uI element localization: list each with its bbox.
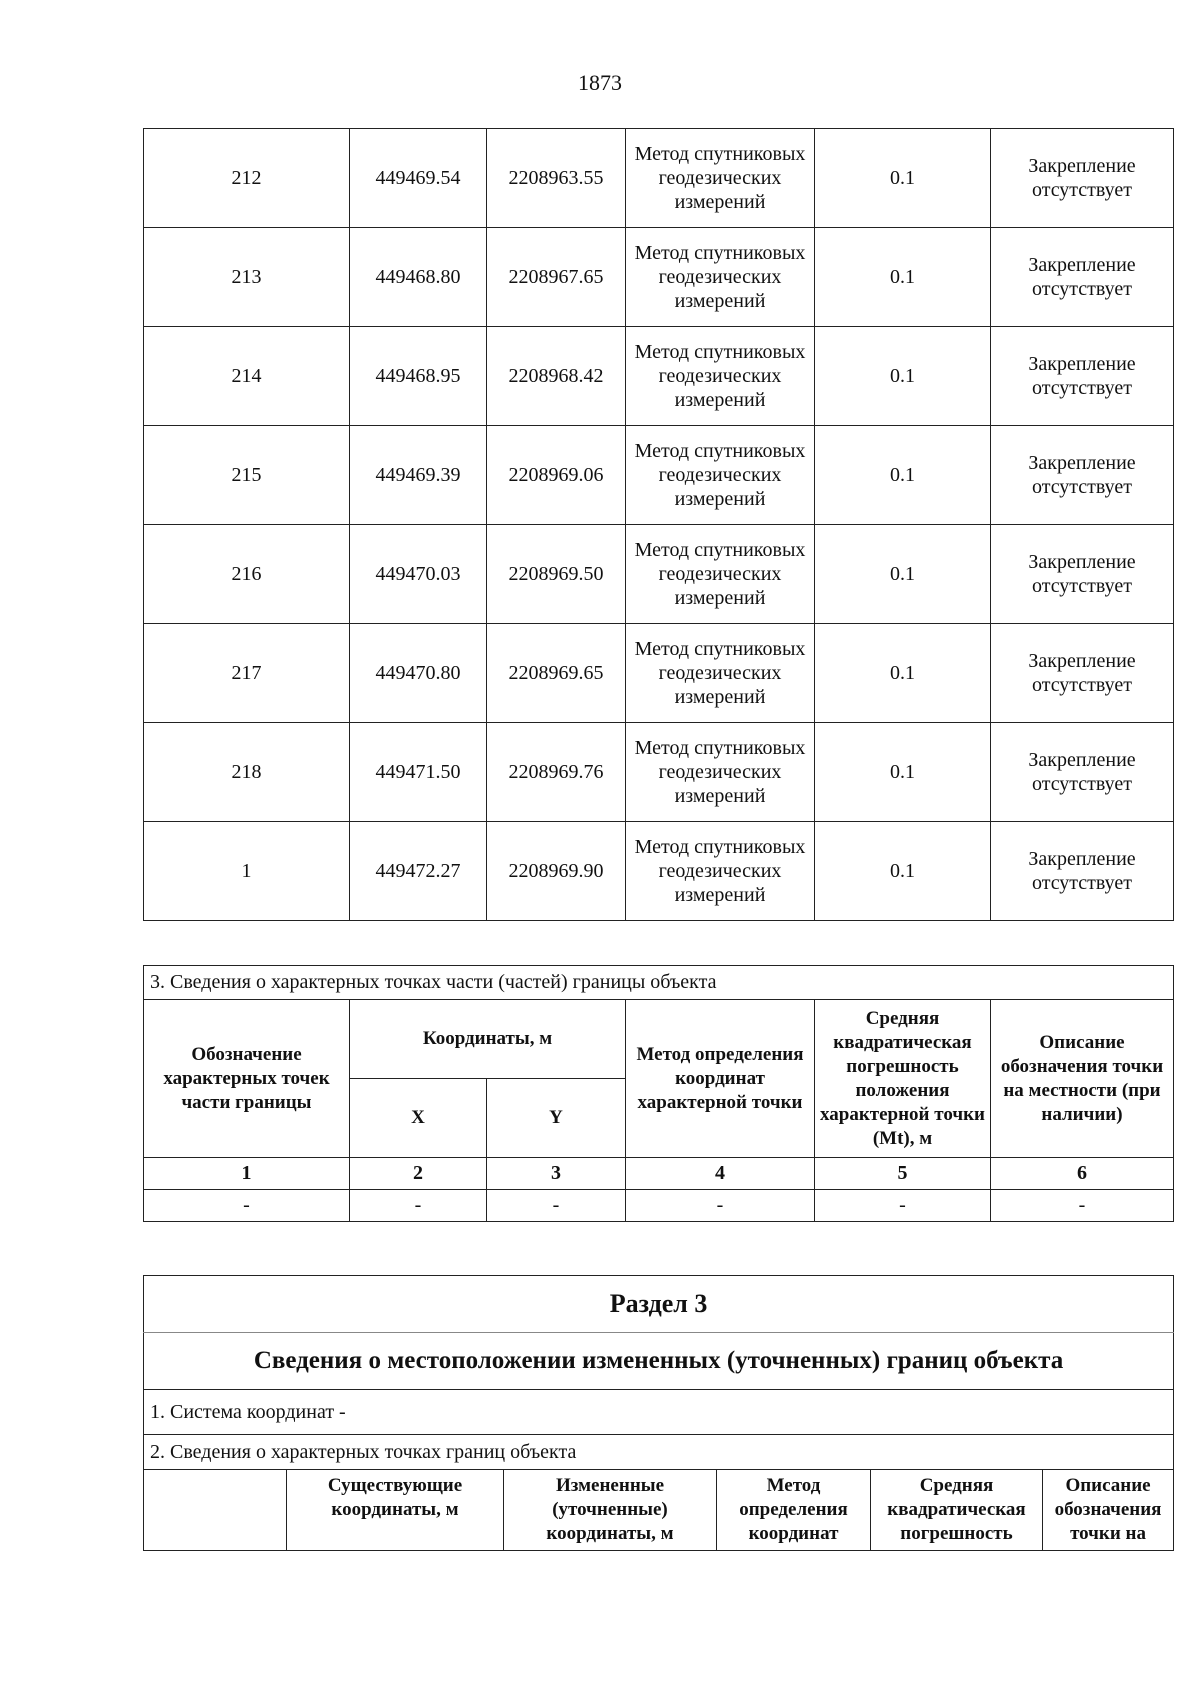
- accuracy-cell: 0.1: [815, 624, 991, 723]
- header-accuracy: Средняя квадратическая погрешность: [871, 1470, 1043, 1551]
- table-row: [144, 723, 1174, 822]
- header-description: Описание обозначения точки на местности (при наличии): [991, 1000, 1174, 1158]
- point-number-cell: 214: [144, 327, 350, 426]
- x-coordinate-cell: 449472.27: [350, 822, 487, 921]
- table-row: [144, 525, 1174, 624]
- description-cell: Закрепление отсутствует: [991, 822, 1174, 921]
- empty-cell: -: [144, 1190, 350, 1222]
- column-number: 3: [487, 1158, 626, 1190]
- method-cell: Метод спутниковых геодезических измерений: [626, 228, 815, 327]
- column-number: 1: [144, 1158, 350, 1190]
- table-row: [144, 426, 1174, 525]
- y-coordinate-cell: 2208969.50: [487, 525, 626, 624]
- point-number-cell: 215: [144, 426, 350, 525]
- x-coordinate-cell: 449471.50: [350, 723, 487, 822]
- column-number: 5: [815, 1158, 991, 1190]
- empty-cell: -: [815, 1190, 991, 1222]
- y-coordinate-cell: 2208969.06: [487, 426, 626, 525]
- header-y: Y: [487, 1079, 626, 1158]
- empty-cell: -: [626, 1190, 815, 1222]
- column-number: 4: [626, 1158, 815, 1190]
- description-cell: Закрепление отсутствует: [991, 327, 1174, 426]
- header-accuracy: Средняя квадратическая погрешность положения характерной точки (Mt), м: [815, 1000, 991, 1158]
- section-title: Раздел 3: [144, 1276, 1174, 1333]
- point-number-cell: 213: [144, 228, 350, 327]
- header-existing-coordinates: Существующие координаты, м: [287, 1470, 504, 1551]
- method-cell: Метод спутниковых геодезических измерений: [626, 822, 815, 921]
- table-row: [144, 228, 1174, 327]
- points-caption-line: 2. Сведения о характерных точках границ объекта: [144, 1435, 1174, 1470]
- y-coordinate-cell: 2208969.90: [487, 822, 626, 921]
- part-boundary-points-table: [143, 965, 1174, 1222]
- header-blank: [144, 1470, 287, 1551]
- coordinate-system-line: 1. Система координат -: [144, 1390, 1174, 1435]
- description-cell: Закрепление отсутствует: [991, 723, 1174, 822]
- method-cell: Метод спутниковых геодезических измерений: [626, 525, 815, 624]
- x-coordinate-cell: 449469.54: [350, 129, 487, 228]
- description-cell: Закрепление отсутствует: [991, 525, 1174, 624]
- method-cell: Метод спутниковых геодезических измерений: [626, 129, 815, 228]
- accuracy-cell: 0.1: [815, 327, 991, 426]
- boundary-points-table: [143, 128, 1174, 921]
- header-coordinates: Координаты, м: [350, 1000, 626, 1079]
- column-number: 6: [991, 1158, 1174, 1190]
- point-number-cell: 217: [144, 624, 350, 723]
- x-coordinate-cell: 449469.39: [350, 426, 487, 525]
- method-cell: Метод спутниковых геодезических измерений: [626, 426, 815, 525]
- description-cell: Закрепление отсутствует: [991, 228, 1174, 327]
- y-coordinate-cell: 2208969.76: [487, 723, 626, 822]
- method-cell: Метод спутниковых геодезических измерений: [626, 624, 815, 723]
- table-row: [144, 624, 1174, 723]
- accuracy-cell: 0.1: [815, 822, 991, 921]
- x-coordinate-cell: 449470.03: [350, 525, 487, 624]
- point-number-cell: 1: [144, 822, 350, 921]
- header-changed-coordinates: Измененные (уточненные) координаты, м: [504, 1470, 717, 1551]
- accuracy-cell: 0.1: [815, 228, 991, 327]
- accuracy-cell: 0.1: [815, 723, 991, 822]
- empty-cell: -: [991, 1190, 1174, 1222]
- y-coordinate-cell: 2208963.55: [487, 129, 626, 228]
- table-row: [144, 129, 1174, 228]
- table-row: [144, 822, 1174, 921]
- section-subtitle: Сведения о местоположении измененных (уточненных) границ объекта: [144, 1333, 1174, 1390]
- table-row: [144, 327, 1174, 426]
- accuracy-cell: 0.1: [815, 426, 991, 525]
- y-coordinate-cell: 2208968.42: [487, 327, 626, 426]
- table-caption: 3. Сведения о характерных точках части (частей) границы объекта: [144, 966, 1174, 1000]
- empty-cell: -: [487, 1190, 626, 1222]
- x-coordinate-cell: 449468.95: [350, 327, 487, 426]
- page-number: 1873: [578, 70, 622, 95]
- description-cell: Закрепление отсутствует: [991, 129, 1174, 228]
- description-cell: Закрепление отсутствует: [991, 624, 1174, 723]
- header-method: Метод определения координат: [717, 1470, 871, 1551]
- y-coordinate-cell: 2208969.65: [487, 624, 626, 723]
- point-number-cell: 212: [144, 129, 350, 228]
- header-designation: Обозначение характерных точек части границы: [144, 1000, 350, 1158]
- column-number: 2: [350, 1158, 487, 1190]
- x-coordinate-cell: 449468.80: [350, 228, 487, 327]
- accuracy-cell: 0.1: [815, 129, 991, 228]
- header-method: Метод определения координат характерной точки: [626, 1000, 815, 1158]
- point-number-cell: 216: [144, 525, 350, 624]
- accuracy-cell: 0.1: [815, 525, 991, 624]
- description-cell: Закрепление отсутствует: [991, 426, 1174, 525]
- point-number-cell: 218: [144, 723, 350, 822]
- header-description: Описание обозначения точки на: [1043, 1470, 1174, 1551]
- y-coordinate-cell: 2208967.65: [487, 228, 626, 327]
- header-x: X: [350, 1079, 487, 1158]
- section-3-table: [143, 1275, 1174, 1551]
- x-coordinate-cell: 449470.80: [350, 624, 487, 723]
- empty-cell: -: [350, 1190, 487, 1222]
- method-cell: Метод спутниковых геодезических измерений: [626, 327, 815, 426]
- method-cell: Метод спутниковых геодезических измерений: [626, 723, 815, 822]
